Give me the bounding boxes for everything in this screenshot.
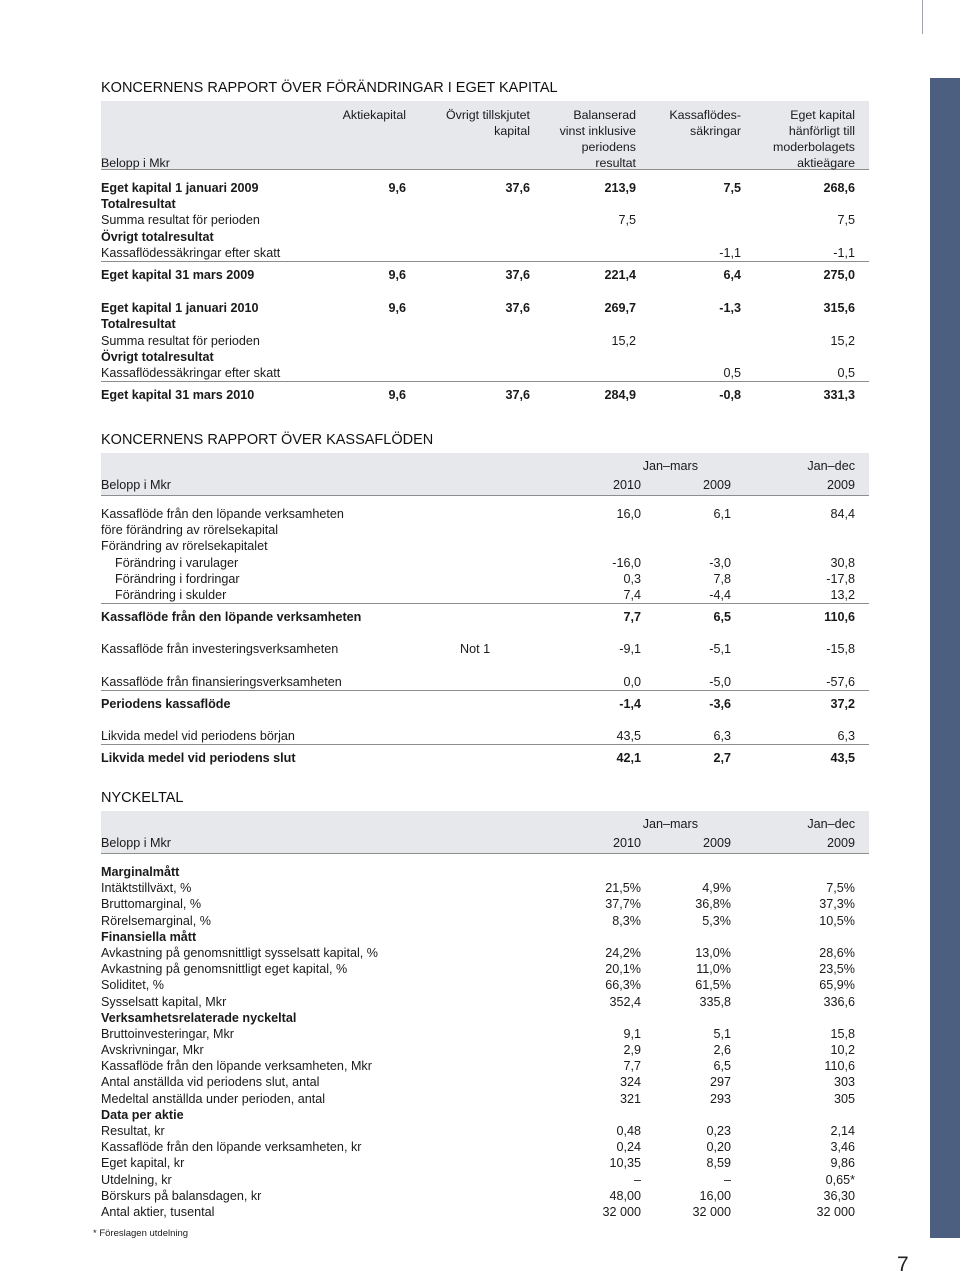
row-value: 9,86 bbox=[830, 1156, 855, 1171]
row-label: Förändring i skulder bbox=[115, 587, 227, 602]
row-value: 4,9% bbox=[702, 881, 731, 896]
table-row bbox=[101, 1172, 869, 1188]
row-label: Totalresultat bbox=[101, 197, 176, 212]
row-value: 5,1 bbox=[713, 1026, 731, 1041]
cashflow-group-2: Jan–dec bbox=[807, 459, 855, 473]
row-value: 0,5 bbox=[837, 365, 855, 380]
table-row bbox=[101, 977, 869, 993]
row-value: 23,5% bbox=[819, 962, 855, 977]
equity-title: KONCERNENS RAPPORT ÖVER FÖRÄNDRINGAR I EGET KAPITAL bbox=[101, 80, 558, 96]
ratios-year-3: 2009 bbox=[826, 836, 855, 850]
equity-col-1: Aktiekapital bbox=[342, 108, 406, 122]
row-label: Summa resultat för perioden bbox=[101, 213, 260, 228]
row-value: 36,8% bbox=[695, 897, 731, 912]
row-label: Likvida medel vid periodens slut bbox=[101, 751, 296, 766]
cashflow-rows bbox=[101, 496, 869, 766]
table-row bbox=[101, 1058, 869, 1074]
row-label: Medeltal anställda under perioden, antal bbox=[101, 1091, 326, 1106]
row-label: Verksamhetsrelaterade nyckeltal bbox=[101, 1010, 297, 1025]
equity-col-4: Kassaflödes- säkringar bbox=[669, 108, 741, 138]
row-label: Finansiella mått bbox=[101, 929, 197, 944]
row-label: Antal anställda vid periodens slut, antal bbox=[101, 1075, 320, 1090]
row-value: -1,4 bbox=[619, 696, 641, 711]
row-label: Antal aktier, tusental bbox=[101, 1204, 215, 1219]
table-row bbox=[101, 333, 869, 349]
row-value: 0,3 bbox=[623, 571, 641, 586]
row-label: Eget kapital, kr bbox=[101, 1156, 185, 1171]
row-value: 6,4 bbox=[723, 267, 741, 282]
table-row bbox=[101, 1188, 869, 1204]
footnote: * Föreslagen utdelning bbox=[93, 1228, 189, 1239]
row-label: Avskrivningar, Mkr bbox=[101, 1043, 204, 1058]
row-value: 275,0 bbox=[823, 267, 855, 282]
row-value: – bbox=[723, 1172, 731, 1187]
row-value: 48,00 bbox=[609, 1188, 641, 1203]
row-value: 11,0% bbox=[696, 962, 731, 977]
table-row bbox=[101, 696, 869, 712]
table-row bbox=[101, 728, 869, 745]
ratios-unit-label: Belopp i Mkr bbox=[101, 836, 171, 850]
row-value: 15,8 bbox=[830, 1026, 855, 1041]
table-row bbox=[101, 929, 869, 945]
row-value: 268,6 bbox=[823, 181, 855, 195]
row-value: 13,0% bbox=[695, 945, 731, 960]
row-value: -15,8 bbox=[826, 642, 855, 657]
table-row bbox=[101, 267, 869, 283]
equity-rows bbox=[101, 170, 869, 403]
ratios-title: NYCKELTAL bbox=[101, 790, 184, 806]
row-value: 321 bbox=[619, 1091, 641, 1106]
row-value: 9,6 bbox=[388, 301, 406, 316]
row-value: 9,6 bbox=[388, 388, 406, 403]
equity-header bbox=[101, 101, 869, 170]
equity-col-3: Balanserad vinst inklusive periodens resultat bbox=[559, 108, 636, 170]
row-label: Utdelning, kr bbox=[101, 1172, 172, 1187]
row-value: 43,5 bbox=[616, 728, 641, 743]
row-value: 30,8 bbox=[830, 555, 855, 570]
row-label: Kassaflödessäkringar efter skatt bbox=[101, 365, 281, 380]
table-row bbox=[101, 961, 869, 977]
row-value: 36,30 bbox=[823, 1188, 855, 1203]
row-label: Sysselsatt kapital, Mkr bbox=[101, 994, 227, 1009]
table-row bbox=[101, 571, 869, 587]
table-row bbox=[101, 538, 869, 554]
row-label: Avkastning på genomsnittligt sysselsatt kapital, % bbox=[101, 945, 378, 960]
row-label: Bruttoinvesteringar, Mkr bbox=[101, 1026, 234, 1041]
row-label: Eget kapital 1 januari 2010 bbox=[101, 301, 259, 316]
row-value: -16,0 bbox=[612, 555, 641, 570]
row-value: 324 bbox=[619, 1075, 641, 1090]
row-value: 331,3 bbox=[823, 388, 855, 403]
table-row bbox=[101, 750, 869, 766]
row-label: Soliditet, % bbox=[101, 978, 164, 993]
row-value: 10,2 bbox=[830, 1043, 855, 1058]
table-row bbox=[101, 1091, 869, 1107]
row-label: Kassaflöde från finansieringsverksamheten bbox=[101, 674, 342, 689]
row-value: 2,14 bbox=[830, 1124, 855, 1138]
row-label: Förändring i varulager bbox=[115, 555, 239, 570]
row-value: 305 bbox=[833, 1091, 855, 1106]
cashflow-unit-label: Belopp i Mkr bbox=[101, 478, 171, 492]
table-row bbox=[101, 212, 869, 228]
row-label: Förändring i fordringar bbox=[115, 571, 240, 586]
table-row bbox=[101, 945, 869, 961]
table-row bbox=[101, 674, 869, 691]
table-row bbox=[101, 522, 869, 538]
table-row bbox=[101, 229, 869, 245]
row-value: 8,3% bbox=[612, 913, 641, 928]
row-label: Likvida medel vid periodens början bbox=[101, 728, 295, 743]
table-row bbox=[101, 196, 869, 212]
row-value: 13,2 bbox=[830, 587, 855, 602]
row-value: 20,1% bbox=[605, 962, 641, 977]
row-label: Börskurs på balansdagen, kr bbox=[101, 1188, 262, 1203]
equity-col-2: Övrigt tillskjutet kapital bbox=[446, 108, 530, 138]
row-value: 0,48 bbox=[616, 1124, 641, 1138]
row-value: 7,4 bbox=[623, 587, 641, 602]
row-value: 315,6 bbox=[823, 301, 855, 316]
table-row bbox=[101, 896, 869, 912]
row-value: -1,3 bbox=[719, 301, 741, 316]
table-row bbox=[101, 587, 869, 604]
row-value: 7,7 bbox=[623, 1059, 641, 1074]
ratios-header bbox=[101, 811, 869, 854]
row-value: 2,6 bbox=[713, 1043, 731, 1058]
row-value: 43,5 bbox=[830, 751, 855, 766]
row-value: 16,0 bbox=[616, 507, 641, 521]
row-label: Förändring av rörelsekapitalet bbox=[101, 539, 268, 554]
row-value: 297 bbox=[709, 1075, 731, 1090]
row-value: -17,8 bbox=[826, 571, 855, 586]
row-value: 0,5 bbox=[723, 365, 741, 380]
row-label: före förändring av rörelsekapital bbox=[101, 523, 279, 538]
table-row bbox=[101, 555, 869, 571]
row-value: 6,3 bbox=[837, 728, 855, 743]
row-value: 7,8 bbox=[713, 571, 731, 586]
cashflow-table bbox=[101, 453, 869, 766]
ratios-table bbox=[101, 811, 869, 1220]
table-row bbox=[101, 349, 869, 365]
table-row bbox=[101, 506, 869, 522]
row-value: -1,1 bbox=[719, 245, 741, 260]
table-row bbox=[101, 1107, 869, 1123]
row-label: Summa resultat för perioden bbox=[101, 333, 260, 348]
row-label: Bruttomarginal, % bbox=[101, 897, 202, 912]
row-value: 37,6 bbox=[505, 181, 530, 195]
row-label: Periodens kassaflöde bbox=[101, 696, 231, 711]
row-value: 84,4 bbox=[830, 507, 855, 521]
cashflow-year-2: 2009 bbox=[702, 478, 731, 492]
row-label: Kassaflöde från den löpande verksamheten, Mkr bbox=[101, 1059, 372, 1074]
row-value: 7,7 bbox=[623, 610, 641, 625]
row-value: 221,4 bbox=[604, 267, 636, 282]
top-rule bbox=[922, 0, 923, 34]
row-label: Eget kapital 31 mars 2010 bbox=[101, 388, 255, 403]
row-value: -9,1 bbox=[619, 642, 641, 657]
row-value: 15,2 bbox=[611, 333, 636, 348]
table-row bbox=[101, 864, 869, 880]
row-value: -0,8 bbox=[719, 388, 741, 403]
row-label: Eget kapital 1 januari 2009 bbox=[101, 181, 259, 195]
equity-table bbox=[101, 101, 869, 403]
row-value: 110,6 bbox=[824, 1059, 855, 1074]
equity-unit-label: Belopp i Mkr bbox=[101, 156, 170, 170]
row-label: Eget kapital 31 mars 2009 bbox=[101, 267, 255, 282]
row-value: 28,6% bbox=[819, 945, 855, 960]
row-value: 6,5 bbox=[713, 610, 731, 625]
cashflow-year-1: 2010 bbox=[612, 478, 641, 492]
row-value: 335,8 bbox=[699, 994, 731, 1009]
row-value: 303 bbox=[833, 1075, 855, 1090]
table-row bbox=[101, 641, 869, 657]
row-value: 6,5 bbox=[713, 1059, 731, 1074]
row-value: -1,1 bbox=[833, 245, 855, 260]
row-value: 10,35 bbox=[609, 1156, 641, 1171]
table-row bbox=[101, 365, 869, 382]
row-value: 7,5 bbox=[837, 213, 855, 228]
row-value: 37,2 bbox=[830, 696, 855, 711]
table-row bbox=[101, 1155, 869, 1171]
cashflow-header bbox=[101, 453, 869, 496]
row-value: 284,9 bbox=[604, 388, 636, 403]
table-row bbox=[101, 1010, 869, 1026]
row-value: 5,3% bbox=[702, 913, 731, 928]
table-row bbox=[101, 880, 869, 896]
row-value: 65,9% bbox=[819, 978, 855, 993]
table-row bbox=[101, 300, 869, 316]
row-value: 61,5% bbox=[695, 978, 731, 993]
equity-col-5: Eget kapital hänförligt till moderbolagets aktieägare bbox=[773, 108, 855, 170]
row-label: Data per aktie bbox=[101, 1107, 184, 1122]
row-value: 7,5% bbox=[826, 881, 855, 896]
row-value: 66,3% bbox=[605, 978, 641, 993]
table-row bbox=[101, 1123, 869, 1139]
row-label: Övrigt totalresultat bbox=[101, 349, 214, 364]
row-label: Resultat, kr bbox=[101, 1124, 165, 1138]
row-value: 8,59 bbox=[706, 1156, 731, 1171]
cashflow-year-3: 2009 bbox=[826, 478, 855, 492]
table-row bbox=[101, 1026, 869, 1042]
row-label: Rörelsemarginal, % bbox=[101, 913, 211, 928]
row-value: 9,6 bbox=[388, 181, 406, 195]
row-value: 7,5 bbox=[723, 181, 741, 195]
row-value: 293 bbox=[709, 1091, 731, 1106]
row-label: Avkastning på genomsnittligt eget kapital, % bbox=[101, 962, 348, 977]
row-value: 0,24 bbox=[616, 1140, 641, 1155]
row-value: 6,3 bbox=[713, 728, 731, 743]
row-value: 9,1 bbox=[623, 1026, 641, 1041]
row-value: 37,6 bbox=[505, 267, 530, 282]
row-value: 37,7% bbox=[605, 897, 641, 912]
row-value: 110,6 bbox=[824, 610, 855, 625]
row-label: Marginalmått bbox=[101, 865, 180, 879]
row-value: – bbox=[633, 1172, 641, 1187]
row-value: 37,3% bbox=[819, 897, 855, 912]
row-value: 2,7 bbox=[713, 751, 731, 766]
row-value: 352,4 bbox=[609, 994, 641, 1009]
table-row bbox=[101, 387, 869, 403]
row-value: 21,5% bbox=[605, 881, 641, 896]
row-value: 15,2 bbox=[830, 333, 855, 348]
row-label: Övrigt totalresultat bbox=[101, 229, 214, 244]
ratios-group-1: Jan–mars bbox=[642, 817, 698, 831]
row-value: 10,5% bbox=[819, 913, 855, 928]
row-value: -3,6 bbox=[709, 696, 731, 711]
table-row bbox=[101, 1139, 869, 1155]
table-row bbox=[101, 609, 869, 625]
table-row bbox=[101, 1042, 869, 1058]
row-value: 2,9 bbox=[623, 1043, 641, 1058]
row-label: Intäktstillväxt, % bbox=[101, 881, 192, 896]
row-label: Totalresultat bbox=[101, 317, 176, 332]
row-note: Not 1 bbox=[460, 642, 491, 657]
row-value: 336,6 bbox=[823, 994, 855, 1009]
row-value: 6,1 bbox=[713, 507, 731, 521]
row-value: 32 000 bbox=[816, 1204, 855, 1219]
row-label: Kassaflöde från den löpande verksamheten bbox=[101, 507, 344, 521]
row-value: 37,6 bbox=[505, 301, 530, 316]
row-value: 0,0 bbox=[623, 674, 641, 689]
row-value: 3,46 bbox=[830, 1140, 855, 1155]
row-value: 32 000 bbox=[692, 1204, 731, 1219]
table-row bbox=[101, 316, 869, 332]
table-row bbox=[101, 913, 869, 929]
row-value: 16,00 bbox=[699, 1188, 731, 1203]
row-value: 0,23 bbox=[706, 1124, 731, 1138]
ratios-year-2: 2009 bbox=[702, 836, 731, 850]
row-value: 269,7 bbox=[604, 301, 636, 316]
row-value: -57,6 bbox=[826, 674, 855, 689]
row-value: 213,9 bbox=[604, 181, 636, 195]
row-value: -4,4 bbox=[709, 587, 731, 602]
row-value: 37,6 bbox=[505, 388, 530, 403]
side-tab-bar bbox=[930, 78, 960, 1238]
ratios-rows bbox=[101, 854, 869, 1220]
cashflow-title: KONCERNENS RAPPORT ÖVER KASSAFLÖDEN bbox=[101, 432, 434, 448]
row-value: -5,1 bbox=[709, 642, 731, 657]
table-row bbox=[101, 245, 869, 262]
row-label: Kassaflöde från den löpande verksamheten, kr bbox=[101, 1140, 362, 1155]
row-value: 24,2% bbox=[605, 945, 641, 960]
row-value: 0,20 bbox=[706, 1140, 731, 1155]
page-number: 7 bbox=[897, 1253, 909, 1276]
table-row bbox=[101, 1204, 869, 1220]
row-label: Kassaflöde från investeringsverksamheten bbox=[101, 642, 339, 657]
row-value: 7,5 bbox=[618, 213, 636, 228]
row-value: -5,0 bbox=[709, 674, 731, 689]
row-label: Kassaflödessäkringar efter skatt bbox=[101, 245, 281, 260]
table-row bbox=[101, 180, 869, 196]
row-value: -3,0 bbox=[709, 555, 731, 570]
row-value: 32 000 bbox=[602, 1204, 641, 1219]
row-value: 0,65* bbox=[825, 1172, 855, 1187]
ratios-group-2: Jan–dec bbox=[807, 817, 855, 831]
row-value: 9,6 bbox=[388, 267, 406, 282]
ratios-year-1: 2010 bbox=[612, 836, 641, 850]
row-label: Kassaflöde från den löpande verksamheten bbox=[101, 610, 362, 625]
table-row bbox=[101, 994, 869, 1010]
cashflow-group-1: Jan–mars bbox=[642, 459, 698, 473]
row-value: 42,1 bbox=[616, 751, 641, 766]
table-row bbox=[101, 1074, 869, 1090]
